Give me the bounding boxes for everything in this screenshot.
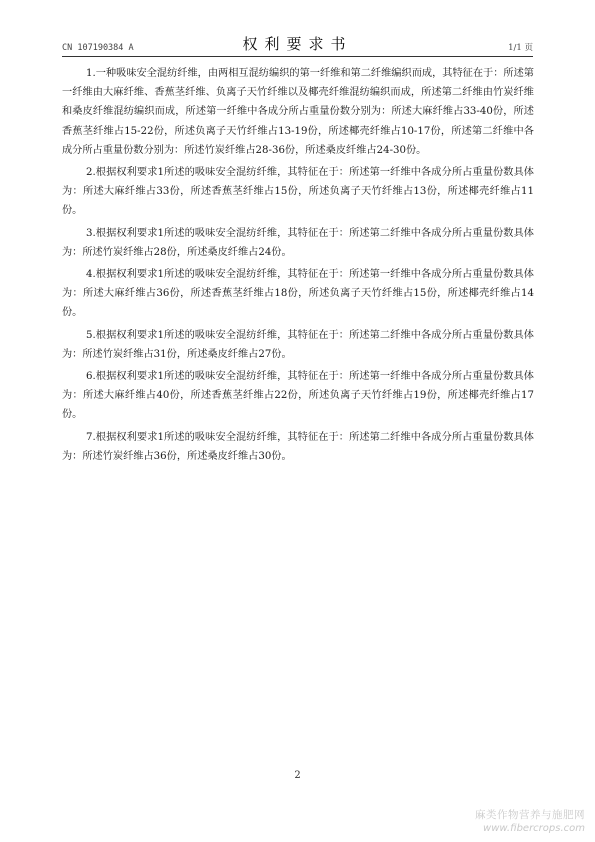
site-watermark <box>475 808 585 836</box>
watermark-url: www.fibercrops.com <box>483 823 585 834</box>
claim-5: 5.根据权利要求1所述的吸味安全混纺纤维，其特征在于：所述第二纤维中各成分所占重量份数具体为：所述竹炭纤维占31份，所述桑皮纤维占27份。 <box>62 329 534 360</box>
document-title: 权利要求书 <box>242 35 353 53</box>
publication-number: CN 107190384 A <box>62 43 134 53</box>
claim-1: 1.一种吸味安全混纺纤维，由两相互混纺编织的第一纤维和第二纤维编织而成，其特征在于：所述第一纤维由大麻纤维、香蕉茎纤维、负离子天竹纤维以及椰壳纤维混纺编织而成，所述第二纤维由竹炭纤维和桑皮纤维混纺编织而成，所述第一纤维中各成分所占重量份数分别为：所述大麻纤维占33-40份，所述香蕉茎纤维占15-22份，所述负离子天竹纤维占13-19份，所述椰壳纤维占10-17份，所述第二纤维中各成分所占重量份数分别为：所述竹炭纤维占28-36份，所述桑皮纤维占24-30份。 <box>62 68 534 156</box>
page-number: 2 <box>294 770 301 781</box>
claim-4: 4.根据权利要求1所述的吸味安全混纺纤维，其特征在于：所述第一纤维中各成分所占重量份数具体为：所述大麻纤维占36份，所述香蕉茎纤维占18份，所述负离子天竹纤维占15份，所述椰壳纤维占14份。 <box>62 269 534 319</box>
claim-7: 7.根据权利要求1所述的吸味安全混纺纤维，其特征在于：所述第二纤维中各成分所占重量份数具体为：所述竹炭纤维占36份，所述桑皮纤维占30份。 <box>62 431 534 462</box>
claim-6: 6.根据权利要求1所述的吸味安全混纺纤维，其特征在于：所述第一纤维中各成分所占重量份数具体为：所述大麻纤维占40份，所述香蕉茎纤维占22份，所述负离子天竹纤维占19份，所述椰壳纤维占17份。 <box>62 371 534 421</box>
page-header <box>62 30 533 57</box>
claim-3: 3.根据权利要求1所述的吸味安全混纺纤维，其特征在于：所述第二纤维中各成分所占重量份数具体为：所述竹炭纤维占28份，所述桑皮纤维占24份。 <box>62 227 534 258</box>
claims-body <box>62 64 534 469</box>
claim-2: 2.根据权利要求1所述的吸味安全混纺纤维，其特征在于：所述第一纤维中各成分所占重量份数具体为：所述大麻纤维占33份，所述香蕉茎纤维占15份，所述负离子天竹纤维占13份，所述椰壳纤维占11份。 <box>62 167 534 217</box>
watermark-site-name: 麻类作物营养与施肥网 <box>475 809 585 821</box>
page-info: 1/1 页 <box>508 43 533 53</box>
